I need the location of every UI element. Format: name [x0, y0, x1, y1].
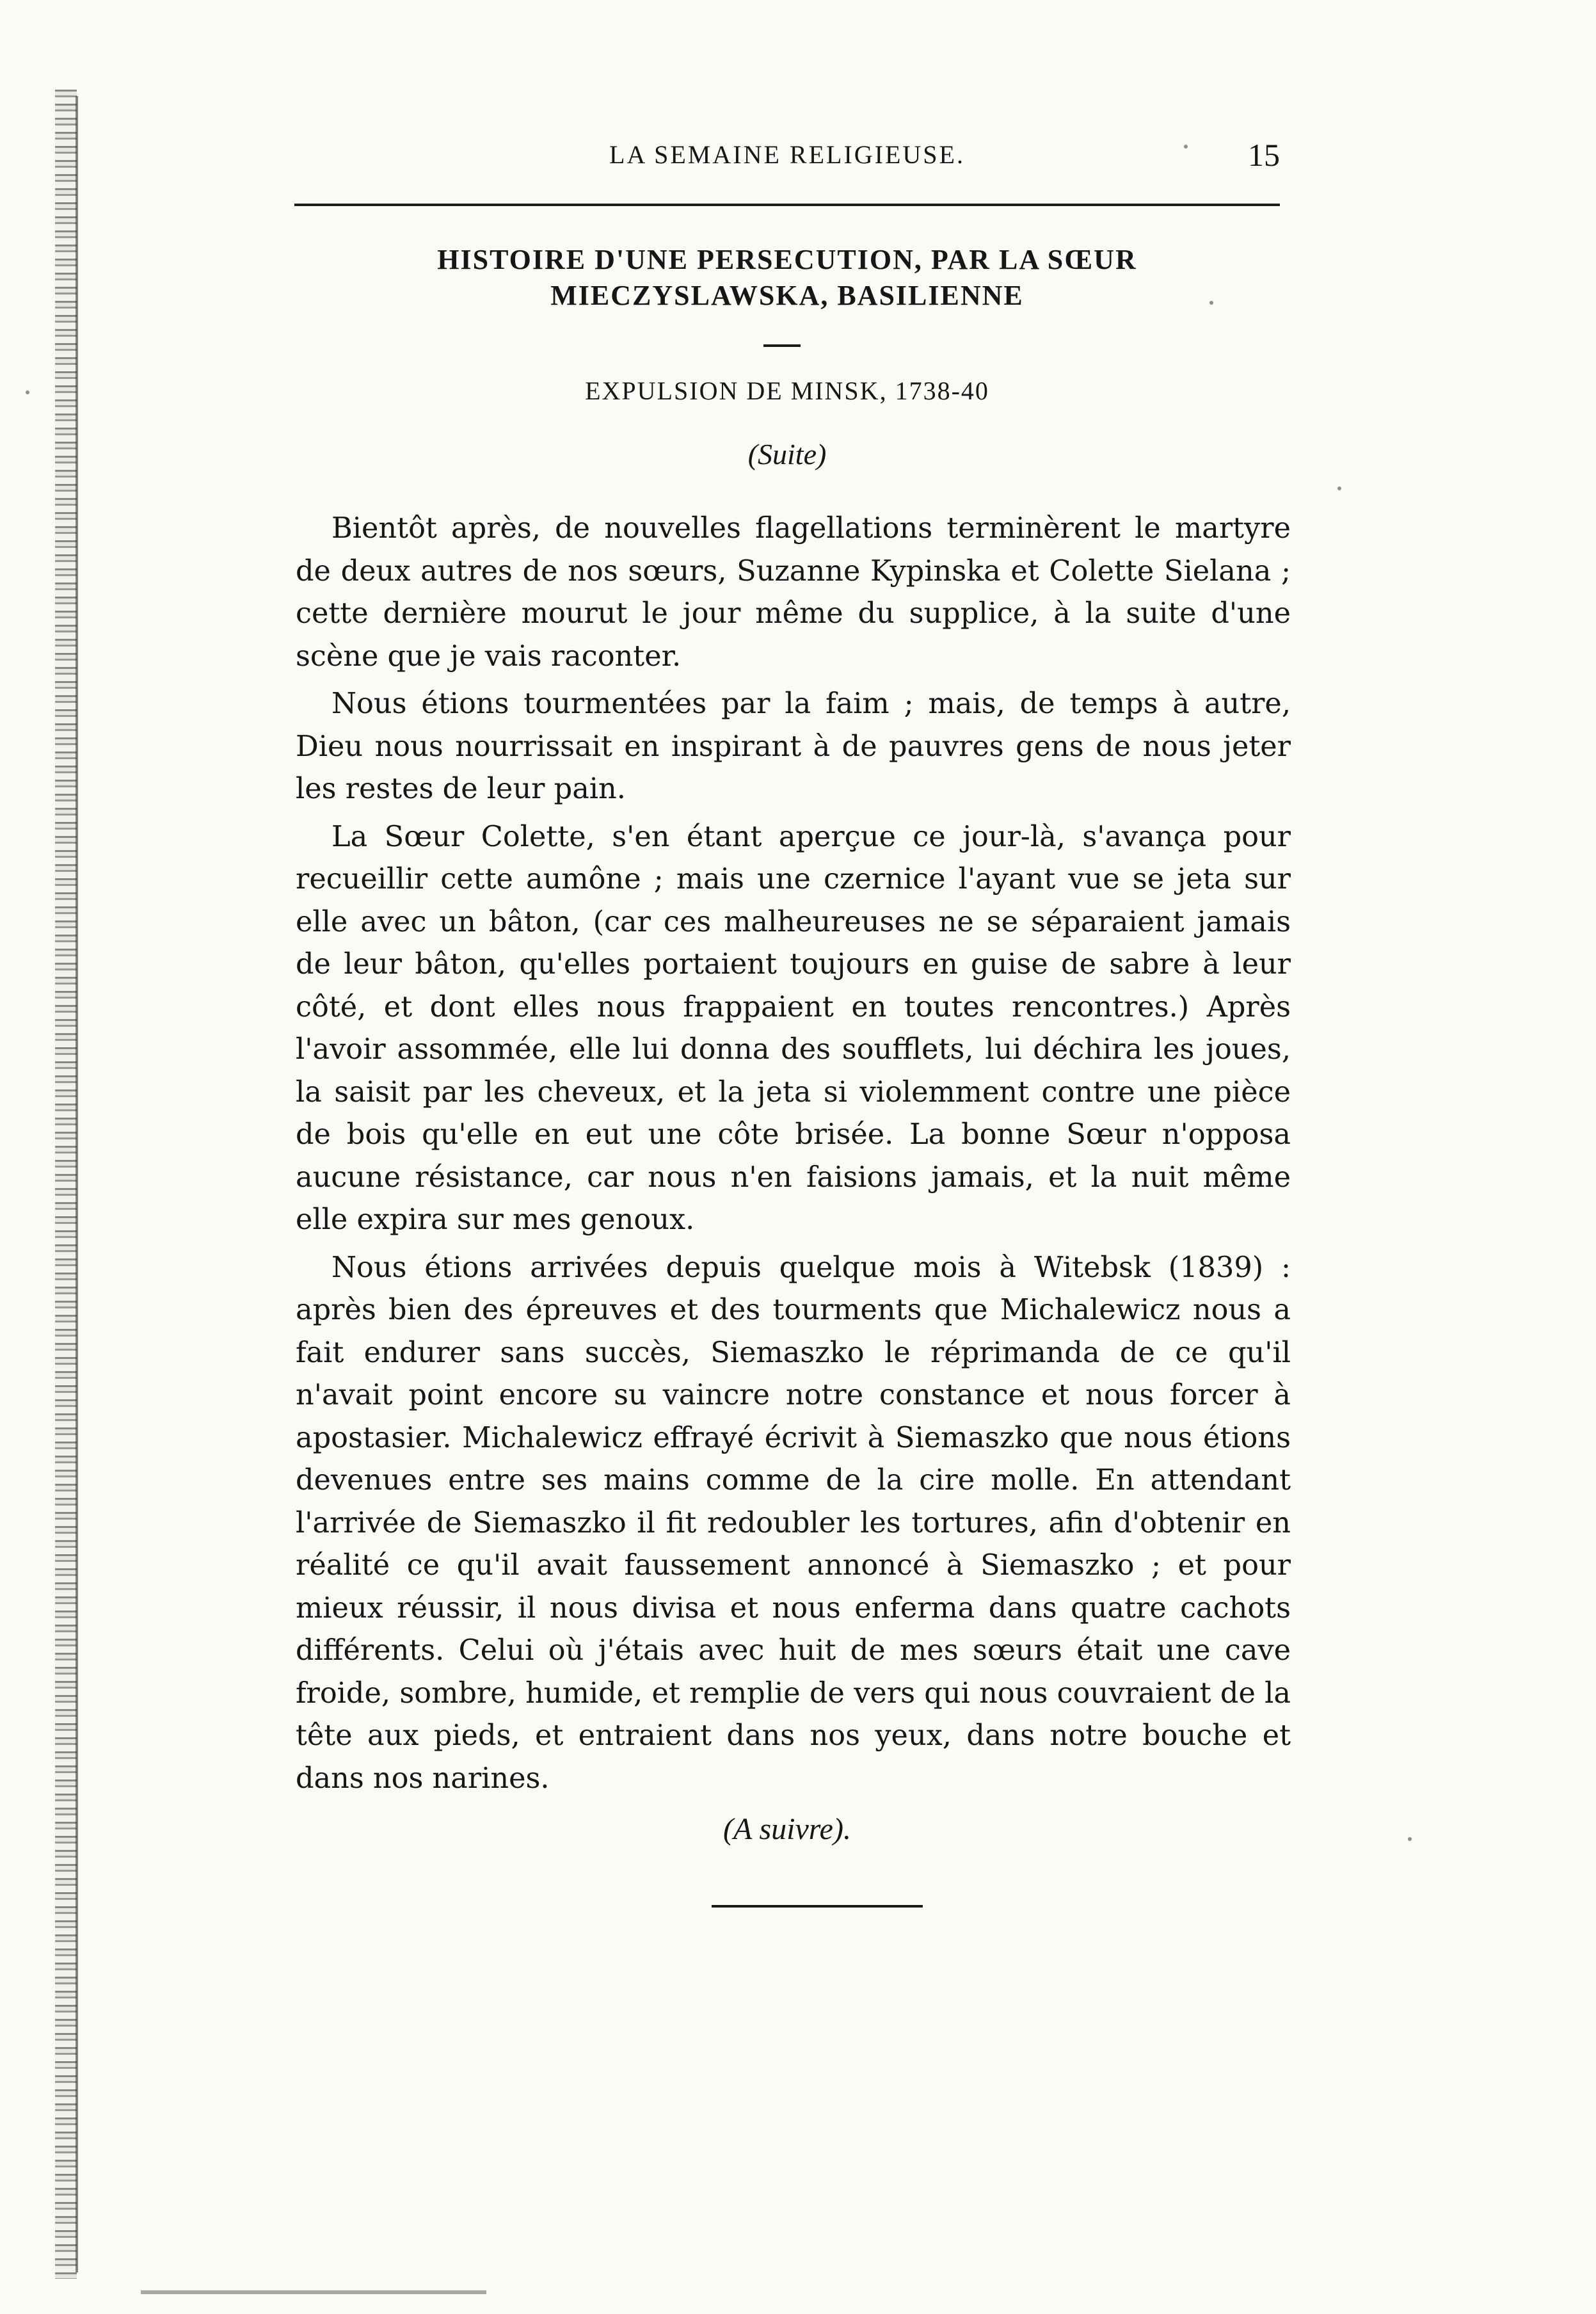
article-title-line-2: MIECZYSLAWSKA, BASILIENNE	[550, 280, 1024, 311]
end-rule	[712, 1905, 923, 1908]
article-title	[275, 242, 1299, 314]
binding-shadow	[76, 96, 78, 2272]
article-title-line-1: HISTOIRE D'UNE PERSECUTION, PAR LA SŒUR	[437, 244, 1137, 275]
article-body	[296, 507, 1291, 1804]
paragraph: La Sœur Colette, s'en étant aperçue ce jour-là, s'avança pour recueillir cette aumône ; mais une czernice l'ayant vue se jeta sur elle avec un bâton, (car ces malheureuses ne se séparaient jamais de leur bâton, qu'elles portaient toujours en guise de sabre à leur côté, et dont elles nous frappaient en toutes rencontres.) Après l'avoir assommée, elle lui donna des soufflets, lui déchira les joues, la saisit par les cheveux, et la jeta si violemment contre une pièce de bois qu'elle en eut une côte brisée. La bonne Sœur n'opposa aucune résistance, car nous n'en faisions jamais, et la nuit même elle expira sur mes genoux.	[296, 819, 1291, 1236]
article-subtitle: EXPULSION DE MINSK, 1738-40	[585, 376, 989, 405]
running-head	[294, 136, 1280, 181]
continuation-label: (Suite)	[747, 438, 827, 470]
scan-speck	[1408, 1837, 1412, 1841]
scan-speck	[26, 390, 29, 394]
scan-speck	[1337, 486, 1341, 490]
page-number: 15	[1248, 137, 1280, 173]
title-separator	[763, 344, 801, 347]
running-title: LA SEMAINE RELIGIEUSE.	[609, 140, 965, 169]
header-rule	[294, 204, 1280, 206]
paragraph: Bientôt après, de nouvelles flagellations terminèrent le martyre de deux autres de nos sœurs, Suzanne Kypinska et Colette Sielana ; cette dernière mourut le jour même du supplice, à la suite d'une scène que je vais raconter.	[296, 511, 1291, 673]
paragraph: Nous étions tourmentées par la faim ; mais, de temps à autre, Dieu nous nourrissait en inspirant à de pauvres gens de nous jeter les restes de leur pain.	[296, 687, 1291, 805]
scan-smear	[141, 2290, 486, 2294]
to-be-continued: (A suivre).	[723, 1812, 851, 1846]
book-binding-edge	[55, 90, 77, 2279]
paragraph: Nous étions arrivées depuis quelque mois à Witebsk (1839) : après bien des épreuves et des tourments que Michalewicz nous a fait endurer sans succès, Siemaszko le réprimanda de ce qu'il n'avait point encore su vaincre notre constance et nous forcer à apostasier. Michalewicz effrayé écrivit à Siemaszko que nous étions devenues entre ses mains comme de la cire molle. En attendant l'arrivée de Siemaszko il fit redoubler les tortures, afin d'obtenir en réalité ce qu'il avait faussement annoncé à Siemaszko ; et pour mieux réussir, il nous divisa et nous enferma dans quatre cachots différents. Celui où j'étais avec huit de mes sœurs était une cave froide, sombre, humide, et remplie de vers qui nous couvraient de la tête aux pieds, et entraient dans nos yeux, dans notre bouche et dans nos narines.	[296, 1250, 1291, 1795]
